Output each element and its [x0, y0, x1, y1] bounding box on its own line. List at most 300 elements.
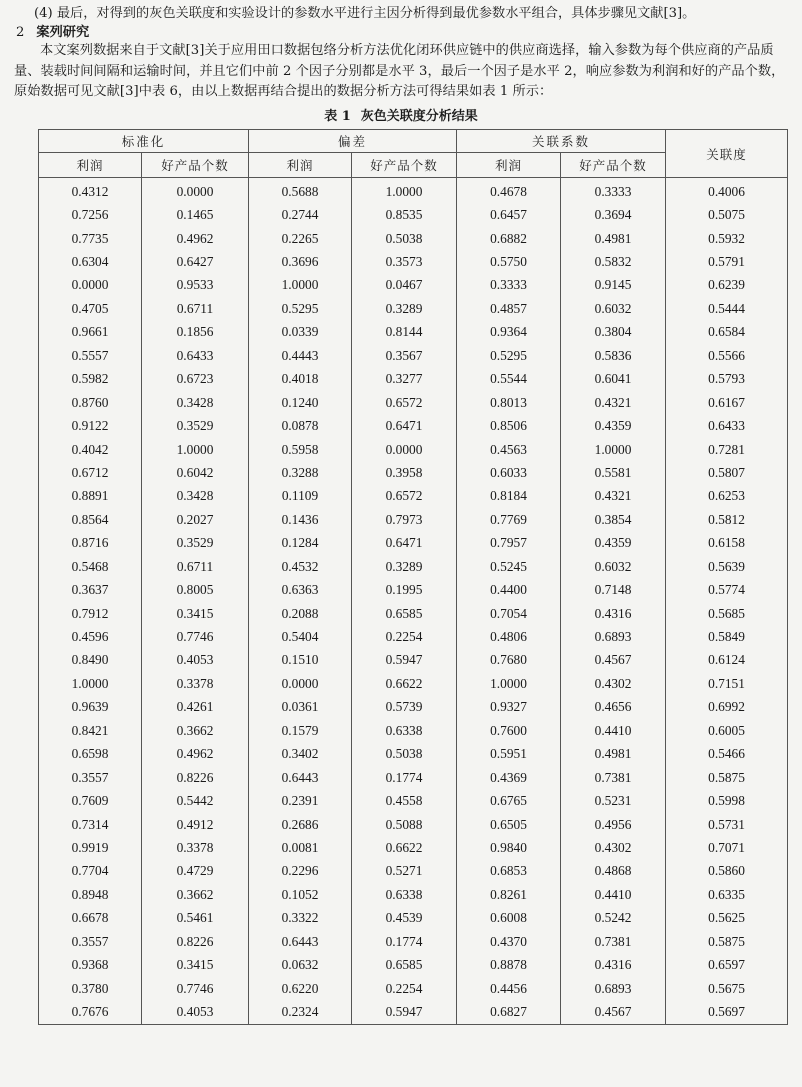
- dev-good-cell: 0.4558: [352, 789, 457, 812]
- coef-profit-cell: 0.7957: [457, 532, 561, 555]
- coef-good-cell: 0.4656: [561, 696, 666, 719]
- coef-profit-cell: 0.6827: [457, 1000, 561, 1024]
- norm-good-cell: 0.3662: [142, 719, 249, 742]
- relevance-cell: 0.5875: [666, 766, 788, 789]
- norm-good-cell: 0.0000: [142, 178, 249, 204]
- norm-good-cell: 0.6427: [142, 250, 249, 273]
- subheader-good-count: 好产品个数: [561, 153, 666, 178]
- table-row: [39, 227, 788, 250]
- coef-good-cell: 0.6032: [561, 297, 666, 320]
- norm-good-cell: 0.1465: [142, 203, 249, 226]
- case-study-paragraph: 本文案列数据来自于文献[3]关于应用田口数据包络分析方法优化闭环供应链中的供应商选择，输入参数为每个供应商的产品质量、装载时间间隔和运输时间，并且它们中前 2 个因子分别都是水平 3，最后一个因子是水平 2，响应参数为利润和好的产品个数，原始数据可见文献[3]中表 6，由以上数据再结合提出的数据分析方法可得结果如表 1 所示：: [14, 43, 785, 99]
- dev-profit-cell: 0.0000: [249, 672, 352, 695]
- table-row: [39, 836, 788, 859]
- norm-profit-cell: 0.6598: [39, 743, 142, 766]
- coef-profit-cell: 0.6882: [457, 227, 561, 250]
- coef-good-cell: 0.5231: [561, 789, 666, 812]
- norm-good-cell: 0.7746: [142, 977, 249, 1000]
- table-row: [39, 907, 788, 930]
- coef-good-cell: 0.3854: [561, 508, 666, 531]
- coef-profit-cell: 0.6505: [457, 813, 561, 836]
- norm-profit-cell: 0.9368: [39, 953, 142, 976]
- dev-good-cell: 0.3958: [352, 461, 457, 484]
- relevance-cell: 0.5849: [666, 625, 788, 648]
- header-deviation: 偏差: [249, 130, 457, 153]
- norm-profit-cell: 0.9639: [39, 696, 142, 719]
- coef-profit-cell: 0.7680: [457, 649, 561, 672]
- norm-profit-cell: 0.8421: [39, 719, 142, 742]
- coef-profit-cell: 0.8878: [457, 953, 561, 976]
- coef-profit-cell: 1.0000: [457, 672, 561, 695]
- dev-profit-cell: 0.0081: [249, 836, 352, 859]
- dev-good-cell: 0.5088: [352, 813, 457, 836]
- coef-profit-cell: 0.8184: [457, 485, 561, 508]
- coef-profit-cell: 0.8506: [457, 414, 561, 437]
- dev-good-cell: 0.6471: [352, 414, 457, 437]
- dev-good-cell: 0.3289: [352, 297, 457, 320]
- relevance-cell: 0.6584: [666, 321, 788, 344]
- relevance-cell: 0.6158: [666, 532, 788, 555]
- norm-good-cell: 0.4962: [142, 743, 249, 766]
- coef-good-cell: 0.5242: [561, 907, 666, 930]
- coef-profit-cell: 0.4456: [457, 977, 561, 1000]
- dev-profit-cell: 0.2686: [249, 813, 352, 836]
- dev-good-cell: 0.6338: [352, 719, 457, 742]
- coef-profit-cell: 0.8261: [457, 883, 561, 906]
- relevance-cell: 0.5444: [666, 297, 788, 320]
- coef-good-cell: 0.4302: [561, 672, 666, 695]
- dev-profit-cell: 0.1109: [249, 485, 352, 508]
- coef-good-cell: 0.4302: [561, 836, 666, 859]
- relevance-cell: 0.6167: [666, 391, 788, 414]
- table-body: [39, 178, 788, 1025]
- relevance-cell: 0.7151: [666, 672, 788, 695]
- norm-good-cell: 0.3662: [142, 883, 249, 906]
- dev-profit-cell: 0.1436: [249, 508, 352, 531]
- coef-profit-cell: 0.4806: [457, 625, 561, 648]
- coef-profit-cell: 0.9364: [457, 321, 561, 344]
- dev-profit-cell: 0.3696: [249, 250, 352, 273]
- relevance-cell: 0.5998: [666, 789, 788, 812]
- dev-good-cell: 0.5739: [352, 696, 457, 719]
- table-row: [39, 532, 788, 555]
- step-4-text: (4) 最后，对得到的灰色关联度和实验设计的参数水平进行主因分析得到最优参数水平组合，具体步骤见文献[3]。: [34, 6, 696, 21]
- table-row: [39, 953, 788, 976]
- norm-profit-cell: 0.8716: [39, 532, 142, 555]
- table-row: [39, 883, 788, 906]
- dev-good-cell: 0.6572: [352, 391, 457, 414]
- subheader-profit: 利润: [39, 153, 142, 178]
- relevance-cell: 0.5793: [666, 368, 788, 391]
- table-row: [39, 368, 788, 391]
- dev-profit-cell: 0.6220: [249, 977, 352, 1000]
- dev-profit-cell: 0.1240: [249, 391, 352, 414]
- norm-profit-cell: 0.8891: [39, 485, 142, 508]
- dev-profit-cell: 0.2744: [249, 203, 352, 226]
- coef-good-cell: 0.4321: [561, 485, 666, 508]
- norm-profit-cell: 0.7704: [39, 860, 142, 883]
- coef-profit-cell: 0.4678: [457, 178, 561, 204]
- table-row: [39, 250, 788, 273]
- norm-profit-cell: 0.8490: [39, 649, 142, 672]
- coef-profit-cell: 0.9327: [457, 696, 561, 719]
- coef-good-cell: 0.4316: [561, 953, 666, 976]
- dev-good-cell: 0.6585: [352, 953, 457, 976]
- norm-profit-cell: 0.6304: [39, 250, 142, 273]
- norm-good-cell: 0.9533: [142, 274, 249, 297]
- norm-profit-cell: 0.8564: [39, 508, 142, 531]
- section-heading: [16, 23, 89, 43]
- norm-profit-cell: 0.7735: [39, 227, 142, 250]
- relevance-cell: 0.5731: [666, 813, 788, 836]
- relevance-cell: 0.5697: [666, 1000, 788, 1024]
- coef-good-cell: 0.7148: [561, 578, 666, 601]
- dev-profit-cell: 1.0000: [249, 274, 352, 297]
- norm-profit-cell: 0.9919: [39, 836, 142, 859]
- norm-profit-cell: 0.3780: [39, 977, 142, 1000]
- relevance-cell: 0.5774: [666, 578, 788, 601]
- norm-good-cell: 0.6711: [142, 555, 249, 578]
- table-row: [39, 743, 788, 766]
- norm-profit-cell: 0.7912: [39, 602, 142, 625]
- norm-good-cell: 0.6711: [142, 297, 249, 320]
- dev-good-cell: 0.6585: [352, 602, 457, 625]
- norm-good-cell: 0.2027: [142, 508, 249, 531]
- table-row: [39, 461, 788, 484]
- table-row: [39, 696, 788, 719]
- coef-profit-cell: 0.5750: [457, 250, 561, 273]
- dev-good-cell: 0.5947: [352, 1000, 457, 1024]
- coef-good-cell: 0.4567: [561, 649, 666, 672]
- norm-profit-cell: 0.0000: [39, 274, 142, 297]
- table-row: [39, 485, 788, 508]
- norm-profit-cell: 0.8948: [39, 883, 142, 906]
- coef-good-cell: 0.3804: [561, 321, 666, 344]
- coef-good-cell: 0.3694: [561, 203, 666, 226]
- norm-good-cell: 0.4962: [142, 227, 249, 250]
- norm-good-cell: 0.6723: [142, 368, 249, 391]
- norm-profit-cell: 0.7609: [39, 789, 142, 812]
- table-row: [39, 766, 788, 789]
- dev-good-cell: 0.5947: [352, 649, 457, 672]
- norm-profit-cell: 0.9122: [39, 414, 142, 437]
- dev-good-cell: 0.6622: [352, 672, 457, 695]
- coef-profit-cell: 0.7054: [457, 602, 561, 625]
- coef-good-cell: 0.7381: [561, 766, 666, 789]
- dev-profit-cell: 0.2265: [249, 227, 352, 250]
- norm-profit-cell: 0.8760: [39, 391, 142, 414]
- coef-profit-cell: 0.4400: [457, 578, 561, 601]
- norm-good-cell: 0.4053: [142, 649, 249, 672]
- dev-profit-cell: 0.0632: [249, 953, 352, 976]
- norm-good-cell: 0.3428: [142, 485, 249, 508]
- table-row: [39, 555, 788, 578]
- subheader-good-count: 好产品个数: [142, 153, 249, 178]
- norm-good-cell: 0.6042: [142, 461, 249, 484]
- table-row: [39, 625, 788, 648]
- dev-good-cell: 0.3277: [352, 368, 457, 391]
- relevance-cell: 0.5639: [666, 555, 788, 578]
- coef-good-cell: 0.5836: [561, 344, 666, 367]
- coef-good-cell: 0.3333: [561, 178, 666, 204]
- relevance-cell: 0.6597: [666, 953, 788, 976]
- dev-profit-cell: 0.0361: [249, 696, 352, 719]
- norm-good-cell: 0.8226: [142, 930, 249, 953]
- coef-good-cell: 0.4410: [561, 719, 666, 742]
- table-row: [39, 578, 788, 601]
- table-row: [39, 391, 788, 414]
- relevance-cell: 0.6124: [666, 649, 788, 672]
- dev-profit-cell: 0.2296: [249, 860, 352, 883]
- norm-profit-cell: 0.4596: [39, 625, 142, 648]
- norm-profit-cell: 1.0000: [39, 672, 142, 695]
- relevance-cell: 0.5791: [666, 250, 788, 273]
- dev-good-cell: 0.6471: [352, 532, 457, 555]
- table-row: [39, 203, 788, 226]
- header-relevance: 关联度: [666, 130, 788, 178]
- relevance-cell: 0.6005: [666, 719, 788, 742]
- norm-profit-cell: 0.7256: [39, 203, 142, 226]
- table-row: [39, 274, 788, 297]
- norm-good-cell: 0.3529: [142, 532, 249, 555]
- relevance-cell: 0.5932: [666, 227, 788, 250]
- coef-good-cell: 0.9145: [561, 274, 666, 297]
- dev-good-cell: 0.6338: [352, 883, 457, 906]
- dev-good-cell: 0.2254: [352, 977, 457, 1000]
- table-row: [39, 813, 788, 836]
- norm-good-cell: 0.5442: [142, 789, 249, 812]
- dev-profit-cell: 0.1510: [249, 649, 352, 672]
- coef-profit-cell: 0.6457: [457, 203, 561, 226]
- table-row: [39, 672, 788, 695]
- coef-profit-cell: 0.6765: [457, 789, 561, 812]
- dev-profit-cell: 0.6443: [249, 766, 352, 789]
- dev-profit-cell: 0.0339: [249, 321, 352, 344]
- dev-profit-cell: 0.2088: [249, 602, 352, 625]
- dev-good-cell: 0.5038: [352, 227, 457, 250]
- dev-good-cell: 0.6622: [352, 836, 457, 859]
- relevance-cell: 0.7281: [666, 438, 788, 461]
- relevance-cell: 0.5625: [666, 907, 788, 930]
- relevance-cell: 0.5075: [666, 203, 788, 226]
- dev-profit-cell: 0.0878: [249, 414, 352, 437]
- coef-profit-cell: 0.6033: [457, 461, 561, 484]
- norm-good-cell: 0.7746: [142, 625, 249, 648]
- coef-profit-cell: 0.6853: [457, 860, 561, 883]
- norm-profit-cell: 0.3637: [39, 578, 142, 601]
- grey-relational-table: [38, 129, 788, 1025]
- relevance-cell: 0.5566: [666, 344, 788, 367]
- dev-profit-cell: 0.6443: [249, 930, 352, 953]
- relevance-cell: 0.6335: [666, 883, 788, 906]
- coef-profit-cell: 0.8013: [457, 391, 561, 414]
- dev-profit-cell: 0.5295: [249, 297, 352, 320]
- relevance-cell: 0.5860: [666, 860, 788, 883]
- coef-good-cell: 0.4981: [561, 227, 666, 250]
- relevance-cell: 0.5812: [666, 508, 788, 531]
- coef-profit-cell: 0.5295: [457, 344, 561, 367]
- norm-profit-cell: 0.9661: [39, 321, 142, 344]
- coef-profit-cell: 0.5951: [457, 743, 561, 766]
- coef-good-cell: 0.6032: [561, 555, 666, 578]
- table-row: [39, 178, 788, 204]
- coef-good-cell: 0.4981: [561, 743, 666, 766]
- table-row: [39, 297, 788, 320]
- dev-good-cell: 0.4539: [352, 907, 457, 930]
- dev-profit-cell: 0.1579: [249, 719, 352, 742]
- subheader-profit: 利润: [457, 153, 561, 178]
- dev-good-cell: 0.3567: [352, 344, 457, 367]
- dev-profit-cell: 0.5688: [249, 178, 352, 204]
- norm-profit-cell: 0.6678: [39, 907, 142, 930]
- dev-good-cell: 0.0467: [352, 274, 457, 297]
- norm-good-cell: 0.3529: [142, 414, 249, 437]
- coef-good-cell: 0.6893: [561, 625, 666, 648]
- dev-good-cell: 1.0000: [352, 178, 457, 204]
- table-row: [39, 1000, 788, 1024]
- table-row: [39, 344, 788, 367]
- table-row: [39, 789, 788, 812]
- coef-good-cell: 0.5581: [561, 461, 666, 484]
- dev-profit-cell: 0.4018: [249, 368, 352, 391]
- norm-profit-cell: 0.7676: [39, 1000, 142, 1024]
- norm-good-cell: 0.1856: [142, 321, 249, 344]
- norm-good-cell: 0.8226: [142, 766, 249, 789]
- norm-profit-cell: 0.4705: [39, 297, 142, 320]
- coef-good-cell: 0.4868: [561, 860, 666, 883]
- table-row: [39, 930, 788, 953]
- dev-profit-cell: 0.3288: [249, 461, 352, 484]
- coef-profit-cell: 0.4370: [457, 930, 561, 953]
- norm-profit-cell: 0.5468: [39, 555, 142, 578]
- norm-good-cell: 0.4053: [142, 1000, 249, 1024]
- dev-good-cell: 0.3573: [352, 250, 457, 273]
- coef-profit-cell: 0.3333: [457, 274, 561, 297]
- norm-good-cell: 0.3378: [142, 836, 249, 859]
- relevance-cell: 0.5685: [666, 602, 788, 625]
- dev-profit-cell: 0.5958: [249, 438, 352, 461]
- header-coefficient: 关联系数: [457, 130, 666, 153]
- coef-profit-cell: 0.4369: [457, 766, 561, 789]
- subheader-good-count: 好产品个数: [352, 153, 457, 178]
- coef-good-cell: 0.4321: [561, 391, 666, 414]
- coef-profit-cell: 0.6008: [457, 907, 561, 930]
- relevance-cell: 0.6253: [666, 485, 788, 508]
- dev-good-cell: 0.8535: [352, 203, 457, 226]
- norm-profit-cell: 0.3557: [39, 930, 142, 953]
- dev-good-cell: 0.0000: [352, 438, 457, 461]
- dev-good-cell: 0.1995: [352, 578, 457, 601]
- norm-good-cell: 0.3415: [142, 602, 249, 625]
- dev-profit-cell: 0.1052: [249, 883, 352, 906]
- dev-good-cell: 0.1774: [352, 766, 457, 789]
- coef-good-cell: 0.5832: [561, 250, 666, 273]
- coef-good-cell: 0.4359: [561, 532, 666, 555]
- header-normalized: 标准化: [39, 130, 249, 153]
- dev-profit-cell: 0.4532: [249, 555, 352, 578]
- dev-good-cell: 0.6572: [352, 485, 457, 508]
- dev-good-cell: 0.7973: [352, 508, 457, 531]
- coef-good-cell: 0.4567: [561, 1000, 666, 1024]
- relevance-cell: 0.5807: [666, 461, 788, 484]
- table-row: [39, 649, 788, 672]
- relevance-cell: 0.5675: [666, 977, 788, 1000]
- dev-profit-cell: 0.1284: [249, 532, 352, 555]
- relevance-cell: 0.6433: [666, 414, 788, 437]
- coef-good-cell: 0.6041: [561, 368, 666, 391]
- relevance-cell: 0.5466: [666, 743, 788, 766]
- norm-good-cell: 0.5461: [142, 907, 249, 930]
- coef-profit-cell: 0.5544: [457, 368, 561, 391]
- norm-profit-cell: 0.5982: [39, 368, 142, 391]
- table-row: [39, 602, 788, 625]
- table-caption-title: 灰色关联度分析结果: [360, 109, 478, 124]
- dev-good-cell: 0.5038: [352, 743, 457, 766]
- dev-profit-cell: 0.3402: [249, 743, 352, 766]
- table-row: [39, 860, 788, 883]
- coef-profit-cell: 0.4563: [457, 438, 561, 461]
- table-row: [39, 977, 788, 1000]
- dev-profit-cell: 0.5404: [249, 625, 352, 648]
- table-row: [39, 414, 788, 437]
- dev-profit-cell: 0.2324: [249, 1000, 352, 1024]
- relevance-cell: 0.5875: [666, 930, 788, 953]
- norm-good-cell: 0.4912: [142, 813, 249, 836]
- relevance-cell: 0.7071: [666, 836, 788, 859]
- coef-profit-cell: 0.7769: [457, 508, 561, 531]
- norm-good-cell: 0.3428: [142, 391, 249, 414]
- norm-profit-cell: 0.4042: [39, 438, 142, 461]
- norm-profit-cell: 0.6712: [39, 461, 142, 484]
- norm-profit-cell: 0.7314: [39, 813, 142, 836]
- coef-good-cell: 0.7381: [561, 930, 666, 953]
- coef-good-cell: 0.4359: [561, 414, 666, 437]
- dev-profit-cell: 0.4443: [249, 344, 352, 367]
- table-row: [39, 321, 788, 344]
- norm-good-cell: 0.4261: [142, 696, 249, 719]
- relevance-cell: 0.4006: [666, 178, 788, 204]
- norm-profit-cell: 0.3557: [39, 766, 142, 789]
- norm-good-cell: 0.8005: [142, 578, 249, 601]
- coef-profit-cell: 0.9840: [457, 836, 561, 859]
- norm-profit-cell: 0.5557: [39, 344, 142, 367]
- table-caption-number: 表 1: [324, 109, 351, 124]
- coef-good-cell: 0.4956: [561, 813, 666, 836]
- dev-good-cell: 0.1774: [352, 930, 457, 953]
- table-caption: [0, 108, 802, 126]
- norm-good-cell: 0.4729: [142, 860, 249, 883]
- relevance-cell: 0.6992: [666, 696, 788, 719]
- norm-good-cell: 0.3378: [142, 672, 249, 695]
- norm-good-cell: 1.0000: [142, 438, 249, 461]
- dev-good-cell: 0.5271: [352, 860, 457, 883]
- dev-profit-cell: 0.3322: [249, 907, 352, 930]
- subheader-profit: 利润: [249, 153, 352, 178]
- section-title: 案列研究: [36, 25, 90, 40]
- coef-good-cell: 0.4410: [561, 883, 666, 906]
- dev-good-cell: 0.8144: [352, 321, 457, 344]
- dev-profit-cell: 0.2391: [249, 789, 352, 812]
- coef-profit-cell: 0.5245: [457, 555, 561, 578]
- dev-profit-cell: 0.6363: [249, 578, 352, 601]
- table-row: [39, 508, 788, 531]
- dev-good-cell: 0.3289: [352, 555, 457, 578]
- table-row: [39, 438, 788, 461]
- norm-good-cell: 0.6433: [142, 344, 249, 367]
- norm-profit-cell: 0.4312: [39, 178, 142, 204]
- coef-good-cell: 1.0000: [561, 438, 666, 461]
- coef-profit-cell: 0.7600: [457, 719, 561, 742]
